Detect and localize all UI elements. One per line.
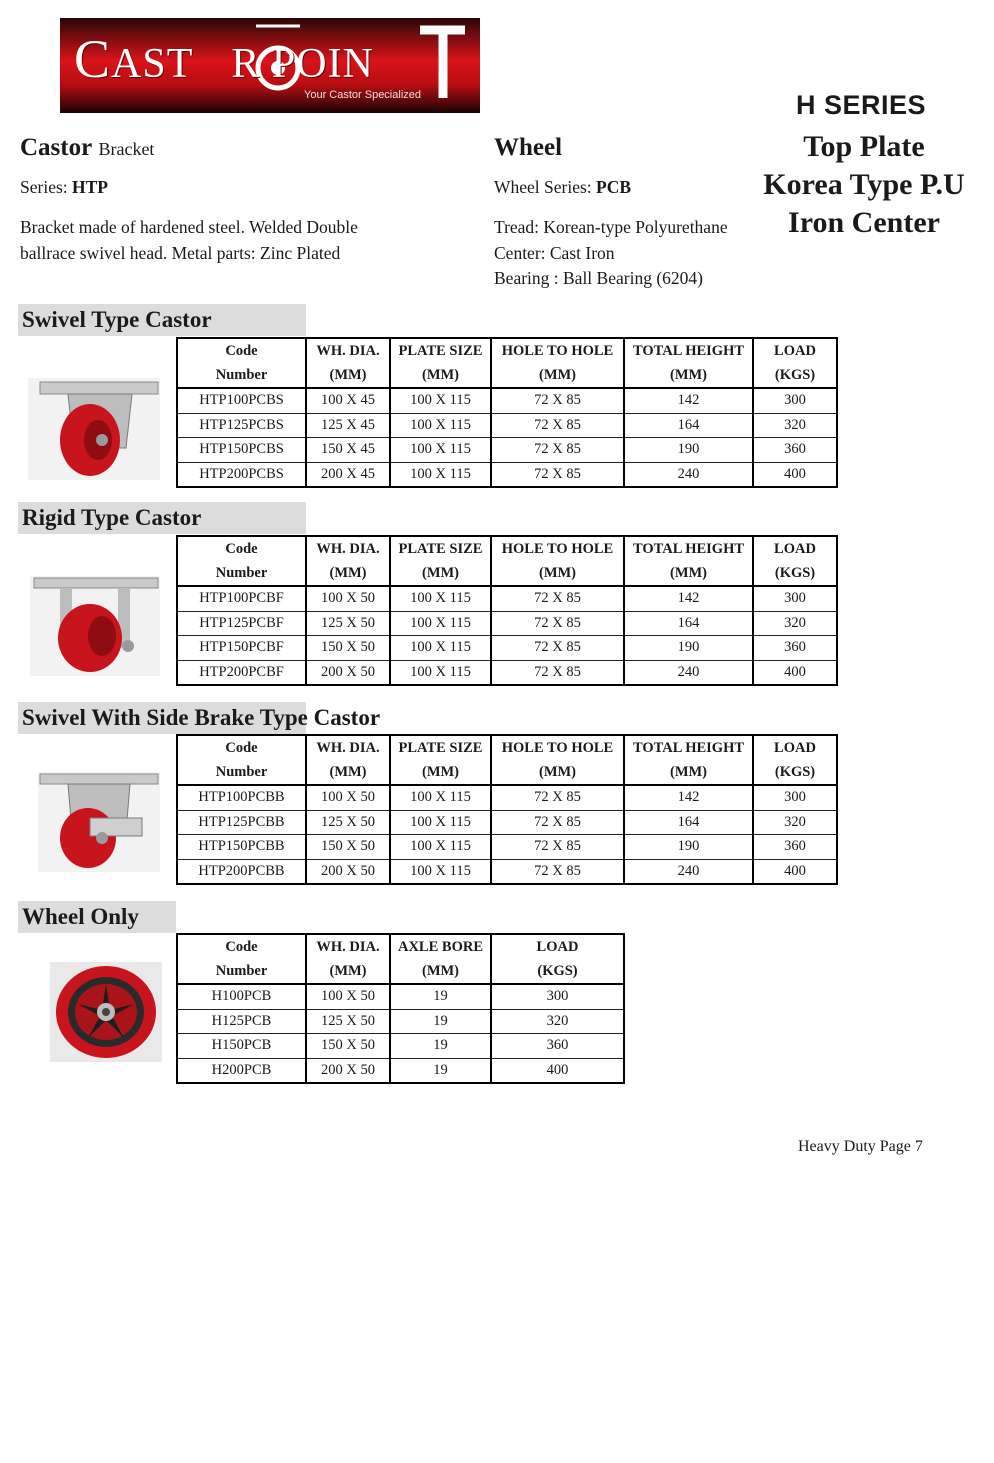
column-header	[306, 934, 390, 984]
table-cell: 100 X 115	[390, 810, 491, 835]
column-header-title: HOLE TO HOLE	[501, 541, 614, 557]
column-header-title: AXLE BORE	[397, 939, 483, 955]
table-row	[177, 859, 837, 884]
table-cell: 142	[624, 388, 753, 413]
table-cell: 360	[491, 1034, 624, 1059]
table-cell: 190	[624, 835, 753, 860]
heading-iron-center: Iron Center	[788, 206, 940, 239]
table-cell: H200PCB	[177, 1058, 306, 1083]
table-cell: 125 X 50	[306, 1009, 390, 1034]
table-cell: 100 X 50	[306, 785, 390, 810]
heading-korea-type: Korea Type P.U	[763, 168, 965, 201]
column-header-title: LOAD	[774, 740, 816, 756]
table-row	[177, 388, 837, 413]
section-title-rigid: Rigid Type Castor	[22, 505, 202, 530]
column-header-title: PLATE SIZE	[398, 343, 483, 359]
heading-top-plate: Top Plate	[803, 130, 925, 163]
column-header-title: Code	[225, 740, 258, 756]
rigid-castor-photo	[30, 576, 160, 676]
column-header	[491, 735, 624, 785]
column-header	[491, 536, 624, 586]
table-cell: 72 X 85	[491, 611, 624, 636]
table-cell: 164	[624, 611, 753, 636]
column-header-unit: (KGS)	[774, 764, 816, 780]
section-title-wheel-only: Wheel Only	[22, 904, 139, 929]
table-cell: HTP150PCBB	[177, 835, 306, 860]
table-cell: 72 X 85	[491, 660, 624, 685]
table-cell: HTP200PCBS	[177, 462, 306, 487]
table-cell: 100 X 45	[306, 388, 390, 413]
table-cell: 19	[390, 984, 491, 1009]
table-cell: 400	[753, 859, 837, 884]
table-cell: 125 X 50	[306, 611, 390, 636]
column-header-unit: (MM)	[421, 565, 460, 581]
table-cell: 300	[753, 586, 837, 611]
table-row	[177, 1058, 624, 1083]
spec-table	[176, 337, 838, 488]
spec-table	[176, 535, 838, 686]
table-cell: 300	[491, 984, 624, 1009]
column-header	[624, 338, 753, 388]
table-cell: 320	[491, 1009, 624, 1034]
column-header	[177, 536, 306, 586]
table-cell: 100 X 115	[390, 859, 491, 884]
table-cell: 360	[753, 636, 837, 661]
column-header-unit: (MM)	[329, 764, 367, 780]
column-header-unit: Number	[215, 565, 268, 581]
castor-description-line-1: Bracket made of hardened steel. Welded Double	[20, 217, 358, 237]
column-header-title: PLATE SIZE	[398, 541, 483, 557]
brake-castor-photo	[38, 772, 160, 872]
table-cell: 400	[491, 1058, 624, 1083]
table-cell: HTP100PCBB	[177, 785, 306, 810]
table-row	[177, 984, 624, 1009]
table-cell: 100 X 115	[390, 660, 491, 685]
table-cell: 100 X 115	[390, 636, 491, 661]
column-header-unit: (MM)	[329, 565, 367, 581]
table-cell: 360	[753, 835, 837, 860]
wheel-bearing: Bearing : Ball Bearing (6204)	[494, 268, 703, 288]
table-cell: 125 X 45	[306, 413, 390, 438]
spec-table	[176, 734, 838, 885]
table-cell: 150 X 50	[306, 636, 390, 661]
column-header	[624, 735, 753, 785]
section-bar-wheel-only	[18, 901, 176, 933]
column-header-unit: (MM)	[421, 367, 460, 383]
table-cell: 400	[753, 660, 837, 685]
column-header-unit: Number	[215, 367, 268, 383]
column-header-title: Code	[225, 343, 258, 359]
table-cell: 142	[624, 785, 753, 810]
table-cell: 72 X 85	[491, 586, 624, 611]
column-header-unit: (MM)	[538, 565, 577, 581]
table-cell: 100 X 115	[390, 413, 491, 438]
table-cell: 19	[390, 1009, 491, 1034]
table-cell: 100 X 115	[390, 835, 491, 860]
castor-heading: Castor Bracket	[20, 134, 155, 161]
table-cell: HTP200PCBB	[177, 859, 306, 884]
section-bar-rigid	[18, 502, 306, 534]
table-cell: 19	[390, 1034, 491, 1059]
table-row	[177, 611, 837, 636]
table-cell: 150 X 50	[306, 835, 390, 860]
column-header-unit: (KGS)	[774, 367, 816, 383]
table-row	[177, 413, 837, 438]
table-cell: 150 X 50	[306, 1034, 390, 1059]
table-cell: 72 X 85	[491, 835, 624, 860]
wheel-heading: Wheel	[494, 134, 563, 161]
column-header-unit: (MM)	[538, 367, 577, 383]
table-cell: 142	[624, 586, 753, 611]
column-header-unit: Number	[215, 963, 268, 979]
logo-wordmark: CAST R POIN	[74, 29, 374, 89]
wheel-only-table	[176, 933, 625, 1084]
table-row	[177, 636, 837, 661]
column-header-title: TOTAL HEIGHT	[632, 740, 745, 756]
table-cell: 200 X 50	[306, 1058, 390, 1083]
table-cell: 200 X 45	[306, 462, 390, 487]
table-cell: 72 X 85	[491, 859, 624, 884]
column-header	[390, 934, 491, 984]
table-cell: 72 X 85	[491, 462, 624, 487]
column-header-title: TOTAL HEIGHT	[632, 541, 745, 557]
table-cell: 100 X 115	[390, 586, 491, 611]
table-cell: H150PCB	[177, 1034, 306, 1059]
section-title-brake: Swivel With Side Brake Type Castor	[22, 705, 381, 730]
table-cell: 100 X 50	[306, 984, 390, 1009]
column-header-unit: (MM)	[538, 764, 577, 780]
column-header-title: WH. DIA.	[316, 541, 380, 557]
table-cell: 100 X 115	[390, 388, 491, 413]
table-cell: 150 X 45	[306, 438, 390, 463]
column-header	[753, 338, 837, 388]
column-header	[753, 735, 837, 785]
table-cell: 100 X 115	[390, 462, 491, 487]
table-cell: 400	[753, 462, 837, 487]
table-row	[177, 660, 837, 685]
column-header	[753, 536, 837, 586]
column-header	[177, 338, 306, 388]
page-footer: Heavy Duty Page 7	[798, 1138, 923, 1155]
column-header	[177, 735, 306, 785]
column-header-title: TOTAL HEIGHT	[632, 343, 745, 359]
table-cell: 190	[624, 438, 753, 463]
column-header-unit: (MM)	[669, 565, 708, 581]
table-cell: 72 X 85	[491, 438, 624, 463]
logo-tagline: Your Castor Specialized	[304, 89, 421, 101]
table-cell: 240	[624, 462, 753, 487]
table-row	[177, 1034, 624, 1059]
table-cell: 72 X 85	[491, 785, 624, 810]
table-cell: HTP150PCBF	[177, 636, 306, 661]
table-cell: HTP125PCBS	[177, 413, 306, 438]
castor-series: Series: HTP	[20, 177, 108, 197]
wheel-tread: Tread: Korean-type Polyurethane	[494, 217, 728, 237]
column-header-title: LOAD	[536, 939, 579, 955]
table-cell: HTP125PCBF	[177, 611, 306, 636]
table-cell: 190	[624, 636, 753, 661]
table-cell: 72 X 85	[491, 388, 624, 413]
column-header-title: LOAD	[774, 343, 816, 359]
column-header	[390, 735, 491, 785]
column-header-unit: (MM)	[669, 764, 708, 780]
table-cell: H100PCB	[177, 984, 306, 1009]
table-row	[177, 438, 837, 463]
table-cell: 100 X 115	[390, 611, 491, 636]
column-header	[624, 536, 753, 586]
wheel-center: Center: Cast Iron	[494, 243, 615, 263]
table-cell: 72 X 85	[491, 636, 624, 661]
column-header	[306, 338, 390, 388]
table-cell: 200 X 50	[306, 660, 390, 685]
column-header-title: WH. DIA.	[316, 740, 380, 756]
table-cell: HTP100PCBS	[177, 388, 306, 413]
table-cell: HTP100PCBF	[177, 586, 306, 611]
column-header	[306, 735, 390, 785]
table-cell: H125PCB	[177, 1009, 306, 1034]
table-row	[177, 785, 837, 810]
column-header-unit: (MM)	[669, 367, 708, 383]
table-cell: 100 X 115	[390, 785, 491, 810]
table-cell: 200 X 50	[306, 859, 390, 884]
section-bar-swivel	[18, 304, 306, 336]
wheel-series: Wheel Series: PCB	[494, 177, 632, 197]
table-row	[177, 1009, 624, 1034]
column-header	[491, 338, 624, 388]
column-header-unit: (MM)	[421, 963, 460, 979]
table-cell: 320	[753, 810, 837, 835]
column-header-unit: (KGS)	[774, 565, 816, 581]
column-header	[491, 934, 624, 984]
column-header-title: PLATE SIZE	[398, 740, 483, 756]
column-header-title: LOAD	[774, 541, 816, 557]
section-bar-brake	[18, 702, 381, 734]
column-header-title: WH. DIA.	[316, 343, 380, 359]
table-cell: HTP125PCBB	[177, 810, 306, 835]
column-header-title: HOLE TO HOLE	[501, 740, 614, 756]
table-cell: 100 X 115	[390, 438, 491, 463]
column-header	[390, 536, 491, 586]
table-cell: 300	[753, 785, 837, 810]
table-cell: 320	[753, 611, 837, 636]
table-cell: 164	[624, 413, 753, 438]
table-cell: HTP150PCBS	[177, 438, 306, 463]
table-cell: 300	[753, 388, 837, 413]
column-header-title: WH. DIA.	[316, 939, 380, 955]
section-title-swivel: Swivel Type Castor	[22, 307, 212, 332]
table-cell: 19	[390, 1058, 491, 1083]
column-header-unit: Number	[215, 764, 268, 780]
column-header-unit: (KGS)	[537, 963, 578, 979]
table-cell: 164	[624, 810, 753, 835]
column-header-unit: (MM)	[329, 367, 367, 383]
table-cell: 72 X 85	[491, 810, 624, 835]
series-title: H SERIES	[796, 90, 927, 120]
table-cell: 320	[753, 413, 837, 438]
wheel-only-photo	[50, 962, 162, 1062]
column-header-title: Code	[225, 939, 258, 955]
swivel-castor-photo	[28, 378, 160, 480]
column-header-title: HOLE TO HOLE	[501, 343, 614, 359]
column-header-unit: (MM)	[421, 764, 460, 780]
castor-point-logo	[60, 18, 480, 113]
column-header	[177, 934, 306, 984]
column-header-unit: (MM)	[329, 963, 367, 979]
table-row	[177, 462, 837, 487]
table-cell: 240	[624, 660, 753, 685]
table-cell: 100 X 50	[306, 586, 390, 611]
table-cell: 125 X 50	[306, 810, 390, 835]
table-cell: 72 X 85	[491, 413, 624, 438]
table-row	[177, 810, 837, 835]
castor-description-line-2: ballrace swivel head. Metal parts: Zinc Plated	[20, 243, 341, 263]
table-row	[177, 586, 837, 611]
column-header	[306, 536, 390, 586]
column-header	[390, 338, 491, 388]
table-row	[177, 835, 837, 860]
column-header-title: Code	[225, 541, 258, 557]
table-cell: HTP200PCBF	[177, 660, 306, 685]
table-cell: 360	[753, 438, 837, 463]
table-cell: 240	[624, 859, 753, 884]
